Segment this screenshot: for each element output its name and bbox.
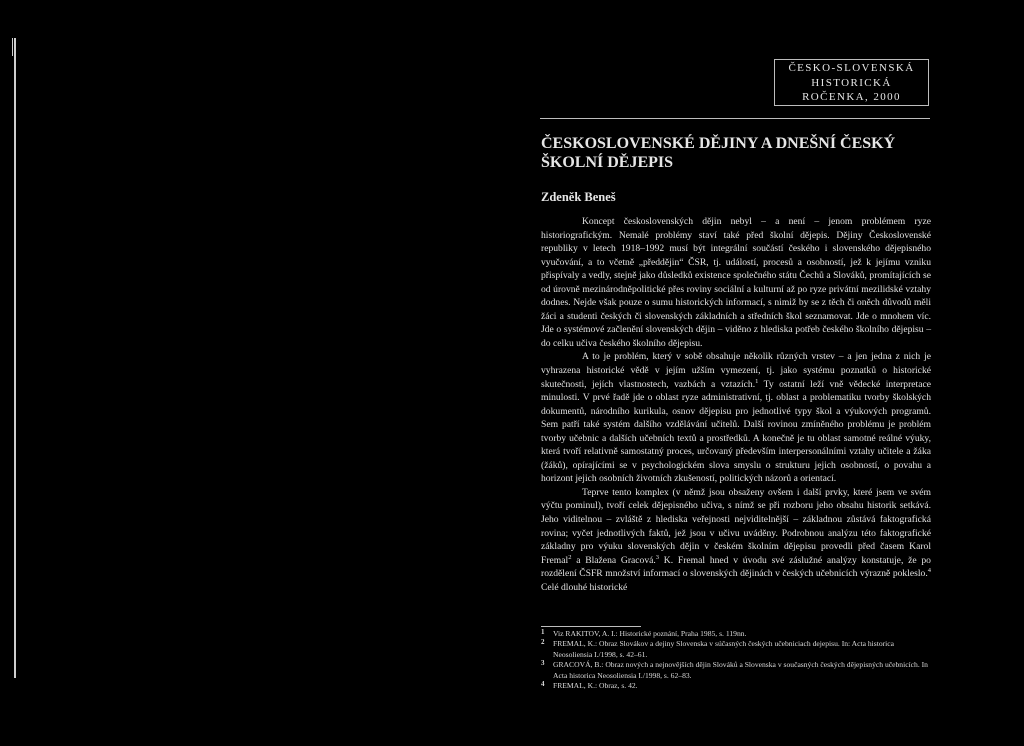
footnote-ref-1: 1 [755, 377, 759, 385]
footnote-item [541, 681, 931, 691]
footnote-ref-4: 4 [927, 567, 931, 575]
paragraph-2 [541, 350, 931, 485]
footnote-number: 3 [541, 659, 545, 668]
footnote-divider [541, 626, 641, 627]
paragraph-1: Koncept československých dějin nebyl – a není – jenom problémem ryze historiografickým. Nemalé problémy staví také před školní dějepis. Dějiny Československé republiky v letech 1918–1992 musí být integrální součástí českého i slovenského dějepisného vyučování, a to včetně „předdějin“ ČSR, tj. událostí, procesů a osobností, jež k jejímu vzniku přispívaly a vedly, stejně jako důsledků existence společného státu Čechů a Slováků, promítajících se od úrovně mezinárodněpolitické přes roviny sociální a kulturní až po ryze privátní mezilidské vztahy dodnes. Nejde však pouze o sumu historických informací, s nimiž by se z těch či oněch důvodů měli žáci a studenti českých či slovenských základních a středních škol seznamovat. Jde o mnohem víc. Jde o systémové začlenění slovenských dějin – viděno z hlediska potřeb českého školního dějepisu – do celku učiva českého školního dějepisu. [541, 216, 931, 349]
paragraph-3-text-b: a Blažena Gracová. [571, 554, 656, 566]
footnote-ref-2: 2 [568, 553, 572, 561]
journal-name-line3: ROČENKA, 2000 [802, 91, 901, 103]
article-title: ČESKOSLOVENSKÉ DĚJINY A DNEŠNÍ ČESKÝ ŠKOLNÍ DĚJEPIS [541, 135, 896, 171]
header-divider [540, 118, 930, 119]
footnote-text: FREMAL, K.: Obraz Slovákov a dejiny Slovenska v súčasných českých učebniciach dejepisu. In: Acta historica Neosoliensia I./1998, s. 42–61. [553, 639, 895, 659]
footnote-ref-3: 3 [655, 553, 660, 561]
footnote-text: FREMAL, K.: Obraz, s. 42. [553, 681, 638, 691]
paragraph-3-text-a: Teprve tento komplex (v němž jsou obsaženy ovšem i další prvky, které jsem ve svém výčtu pominul), tvoří celek dějepisného učiva, s nímž se při rozboru jeho obsahu historik setkává. Jeho viditelnou – zvláště z hlediska veřejnosti nejviditelnější – základnou zůstává faktografická rovina; vyčet jednotlivých faktů, jež jsou v učivu uváděny. Podrobnou analýzu této faktografické základny pro výuku slovenských dějin v českém školním dějepisu provedli před časem Karol Fremal [541, 486, 931, 566]
footnotes [541, 629, 931, 691]
paragraph-3 [541, 486, 931, 594]
footnote-number: 2 [541, 638, 545, 647]
article-author: Zdeněk Beneš [541, 190, 616, 204]
footnote-item [541, 660, 931, 681]
paragraph-2-text-a: A to je problém, který v sobě obsahuje několik různých vrstev – a jen jedna z nich je vyhrazena historické vědě v jejím užším vymezení, tj. jako systému poznatků o historické skutečnosti, jejích vlastnostech, vazbách a vztazích. [541, 351, 931, 390]
footnote-item [541, 639, 931, 660]
paragraph-2-text-b: Ty ostatní leží vně vědecké interpretace minulosti. V prvé řadě jde o oblast ryze administrativní, tj. oblast a problematiku tvorby školských dokumentů, národního kurikula, osnov dějepisu pro jednotlivé typy škol a výukových programů. Sem patří také systém dalšího vzdělávání učitelů. Další rovinou zmíněného problému je problém tvorby učebnic a dalších učebních textů a prostředků. A konečně je tu oblast samotné reálné výuky, která tvoří relativně samostatný proces, určovaný především interpersonálními vztahy učitele a žáka (žáků), opírajícími se v psychologickém slova smyslu o strukturu jejich osobností, o povahu a horizont jejich osobních životních zkušeností, politických názorů a orientací. [541, 378, 931, 485]
paragraph-3-text-d: Celé dlouhé historické [541, 581, 628, 593]
footnote-number: 4 [541, 680, 545, 689]
footnote-number: 1 [541, 628, 545, 636]
journal-header-box [774, 59, 929, 106]
journal-name-line2: HISTORICKÁ [811, 76, 892, 89]
footnote-text: GRACOVÁ, B.: Obraz nových a nejnovějších dějin Slováků a Slovenska v současných českých dějepisných učebnicích. In Acta historica Neosoliensia I./1998, s. 62–83. [553, 660, 928, 680]
scan-edge-mark [12, 38, 13, 56]
journal-name-line1: ČESKO-SLOVENSKÁ [788, 62, 915, 74]
footnote-item [541, 629, 931, 639]
scan-edge-line [14, 38, 16, 678]
footnote-text: Viz RAKITOV, A. I.: Historické poznání, Praha 1985, s. 119nn. [553, 629, 747, 638]
paragraph-3-text-c: K. Fremal hned v úvodu své záslužné analýzy konstatuje, že po rozdělení ČSFR množství informací o slovenských dějinách v českých učebnicích výrazně pokleslo. [541, 554, 931, 580]
article-body [541, 215, 931, 594]
